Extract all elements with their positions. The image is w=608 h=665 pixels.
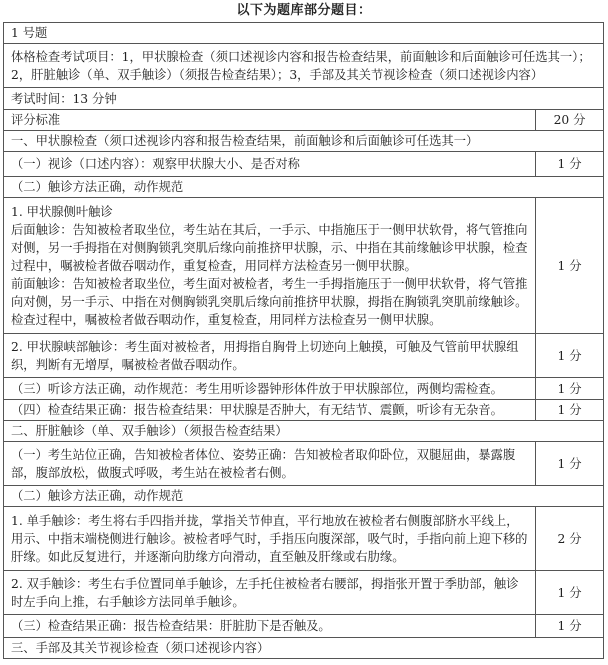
criterion-text: （三）听诊方法正确，动作规范：考生用听诊器钟形体件放于甲状腺部位，两侧均需检查。 (4, 378, 536, 400)
criterion-paragraph: 前面触诊：告知被检者取坐位，考生面对被检者，考生一手拇指施压于一侧甲状软骨，将气管推向对侧，另一手示、中指在对侧胸锁乳突肌后缘向前推挤甲状腺，拇指在胸锁乳突肌前缘触诊。检查过程中，嘱被检者做吞咽动作，重复检查，用同样方法检查另一侧甲状腺。 (11, 276, 528, 327)
criteria-label: 评分标准 (4, 110, 536, 131)
subsection-title: （二）触诊方法正确，动作规范 (4, 486, 604, 507)
criterion-text: 2. 甲状腺峡部触诊：考生面对被检者，用拇指自胸骨上切迹向上触摸，可触及气管前甲状腺组织，判断有无增厚，嘱被检者做吞咽动作。 (4, 334, 536, 378)
table-row (4, 615, 604, 638)
criterion-score: 1 分 (535, 334, 603, 378)
criterion-score: 1 分 (535, 615, 603, 638)
table-row (4, 23, 604, 44)
exam-time: 考试时间：13 分钟 (4, 88, 604, 110)
criterion-score: 1 分 (535, 400, 603, 421)
table-row (4, 421, 604, 442)
table-row (4, 198, 604, 334)
subsection-title: （二）触诊方法正确，动作规范 (4, 177, 604, 198)
table-row (4, 152, 604, 177)
table-row (4, 378, 604, 400)
criterion-text (4, 198, 536, 334)
criterion-text: （三）检查结果正确：报告检查结果：肝脏肋下是否触及。 (4, 615, 536, 638)
criterion-title: 1. 甲状腺侧叶触诊 (11, 204, 113, 219)
section-title: 一、甲状腺检查（须口述视诊内容和报告检查结果，前面触诊和后面触诊可任选其一） (4, 131, 604, 152)
criterion-score: 2 分 (535, 507, 603, 571)
criterion-paragraph: 后面触诊：告知被检者取坐位，考生站在其后，一手示、中指施压于一侧甲状软骨，将气管推向对侧，另一手拇指在对侧胸锁乳突肌后缘向前推挤甲状腺，示、中指在其前缘触诊甲状腺，检查过程中，嘱被检者做吞咽动作，重复检查，用同样方法检查另一侧甲状腺。 (11, 222, 528, 273)
criterion-score: 1 分 (535, 198, 603, 334)
criterion-score: 1 分 (535, 442, 603, 486)
criterion-score: 1 分 (535, 152, 603, 177)
table-row (4, 177, 604, 198)
total-score: 20 分 (535, 110, 603, 131)
criterion-text: （一）视诊（口述内容）：观察甲状腺大小、是否对称 (4, 152, 536, 177)
page-heading: 以下为题库部分题目： (236, 3, 372, 18)
question-number: 1 号题 (4, 23, 604, 44)
section-title: 二、肝脏触诊（单、双手触诊）（须报告检查结果） (4, 421, 604, 442)
table-row (4, 507, 604, 571)
criterion-score: 1 分 (535, 571, 603, 615)
table-row (4, 44, 604, 88)
table-row (4, 334, 604, 378)
table-row (4, 88, 604, 110)
table-row (4, 131, 604, 152)
table-row (4, 571, 604, 615)
criterion-text: 2. 双手触诊：考生右手位置同单手触诊，左手托住被检者右腰部，拇指张开置于季肋部，触诊时左手向上推，右手触诊方法同单手触诊。 (4, 571, 536, 615)
criterion-text: 1. 单手触诊：考生将右手四指并拢，掌指关节伸直，平行地放在被检者右侧腹部脐水平线上，用示、中指末端桡侧进行触诊。被检者呼气时，手指压向腹深部，吸气时，手指向前上迎下移的肝缘。如此反复进行，并逐渐向肋缘方向滑动，直至触及肝缘或右肋缘。 (4, 507, 536, 571)
section-title: 三、手部及其关节视诊检查（须口述视诊内容） (4, 638, 604, 659)
criterion-score: 1 分 (535, 378, 603, 400)
table-row (4, 442, 604, 486)
table-row (4, 486, 604, 507)
table-row (4, 110, 604, 131)
criterion-text: （四）检查结果正确：报告检查结果：甲状腺是否肿大，有无结节、震颤，听诊有无杂音。 (4, 400, 536, 421)
table-row (4, 400, 604, 421)
criterion-text: （一）考生站位正确，告知被检者体位、姿势正确：告知被检者取仰卧位，双腿屈曲，暴露腹部，腹部放松，做腹式呼吸，考生站在被检者右侧。 (4, 442, 536, 486)
scoring-table (3, 22, 604, 659)
table-row (4, 638, 604, 659)
question-text: 体格检查考试项目：1，甲状腺检查（须口述视诊内容和报告检查结果，前面触诊和后面触诊可任选其一）；2，肝脏触诊（单、双手触诊）（须报告检查结果）；3，手部及其关节视诊检查（须口述视诊内容） (4, 44, 604, 88)
